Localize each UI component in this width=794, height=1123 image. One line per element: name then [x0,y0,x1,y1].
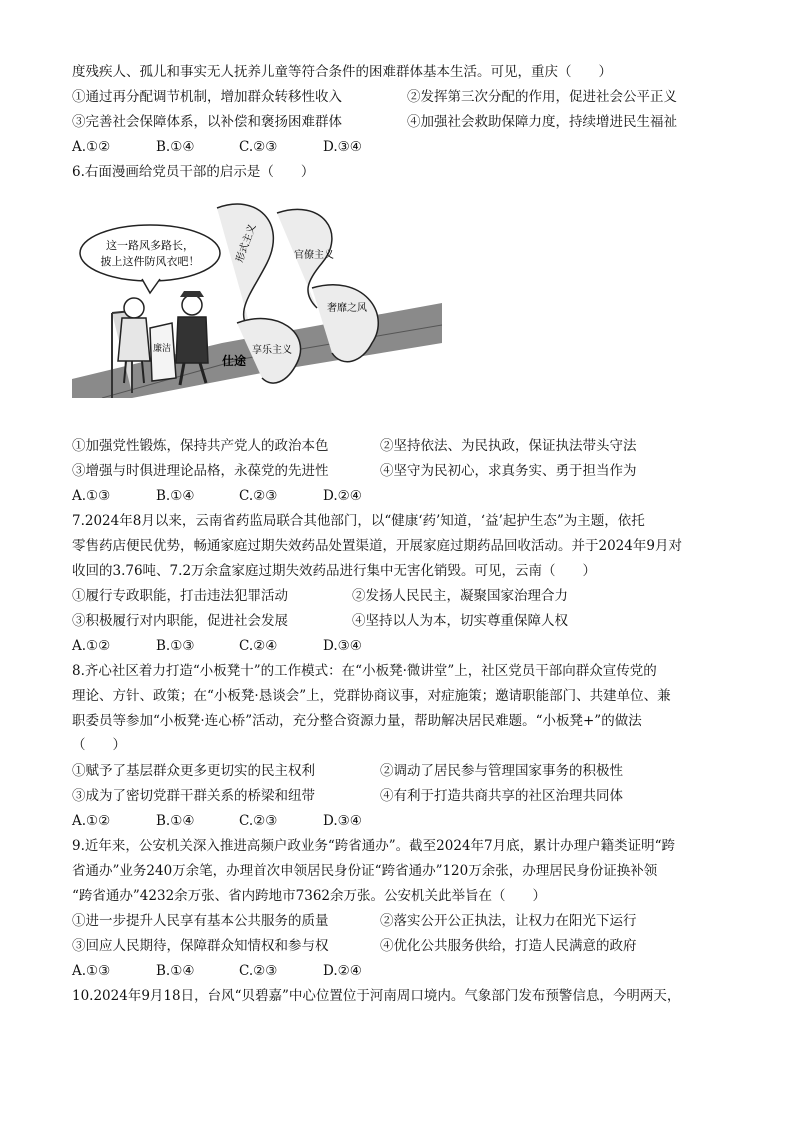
q5-stem-tail: 度残疾人、孤儿和事实无人抚养儿童等符合条件的困难群体基本生活。可见，重庆（ ） [72,64,612,80]
q6-choice-d: D.②④ [323,488,362,504]
q5-option-4: ④加强社会救助保障力度，持续增进民生福祉 [407,114,677,130]
q9-option-1: ①进一步提升人民享有基本公共服务的质量 [72,913,329,929]
q8-line-4: （ ） [72,737,126,753]
wind-label-hedonism: 享乐主义 [252,345,292,356]
q7-option-4: ④坚持以人为本，切实尊重保障人权 [352,613,568,629]
q10-line-1: 10.2024年9月18日，台风“贝碧嘉”中心位置位于河南周口境内。气象部门发布预警信息，今明两天， [72,988,681,1004]
q8-line-2: 理论、方针、政策；在“小板凳·恳谈会”上，党群协商议事，对症施策；邀请职能部门、共建单位、兼 [72,688,671,704]
q9-option-4: ④优化公共服务供给，打造人民满意的政府 [380,938,637,954]
q9-choice-c: C.②③ [239,963,278,979]
q7-option-1: ①履行专政职能，打击违法犯罪活动 [72,588,288,604]
wind-label-bureaucratism: 官僚主义 [294,250,334,261]
q7-choice-d: D.③④ [323,638,362,654]
q6-option-4: ④坚守为民初心，求真务实、勇于担当作为 [380,463,637,479]
q7-option-3: ③积极履行对内职能，促进社会发展 [72,613,288,629]
q9-choice-a: A.①③ [72,963,111,979]
q6-cartoon [72,193,442,398]
q9-line-3: “跨省通办”4232余万张、省内跨地市7362余万张。公安机关此举旨在（ ） [72,888,547,904]
q6-choice-a: A.①③ [72,488,111,504]
q7-choice-b: B.①③ [156,638,195,654]
q8-option-2: ②调动了居民参与管理国家事务的积极性 [380,763,623,779]
q7-choice-c: C.②④ [239,638,278,654]
q8-choice-a: A.①② [72,813,111,829]
wind-label-extravagance: 奢靡之风 [327,303,367,314]
q5-choice-d: D.③④ [323,139,362,155]
q9-choice-d: D.②④ [323,963,362,979]
q7-line-1: 7.2024年8月以来，云南省药监局联合其他部门，以“健康‘药’知道，‘益’起护生态”为主题，依托 [72,513,645,529]
q8-option-3: ③成为了密切党群干群关系的桥梁和纽带 [72,788,315,804]
speech-bubble [80,225,220,281]
q5-choice-c: C.②③ [239,139,278,155]
q5-option-1: ①通过再分配调节机制，增加群众转移性收入 [72,89,342,105]
q7-line-3: 收回的3.76吨、7.2万余盒家庭过期失效药品进行集中无害化销毁。可见，云南（ ） [72,563,597,579]
q5-choice-a: A.①② [72,139,111,155]
speech-line-1: 这一路风多路长， [106,239,194,252]
q6-choice-c: C.②③ [239,488,278,504]
q7-option-2: ②发扬人民民主，凝聚国家治理合力 [352,588,568,604]
q9-option-3: ③回应人民期待，保障群众知情权和参与权 [72,938,329,954]
q8-choice-b: B.①④ [156,813,195,829]
q8-line-1: 8.齐心社区着力打造“小板凳十”的工作模式：在“小板凳·微讲堂”上，社区党员干部向群众宣传党的 [72,663,657,679]
q5-choice-b: B.①④ [156,139,195,155]
q8-choice-c: C.②③ [239,813,278,829]
q6-option-1: ①加强党性锻炼，保持共产党人的政治本色 [72,438,329,454]
q5-option-2: ②发挥第三次分配的作用，促进社会公平正义 [407,89,677,105]
speech-line-2: 披上这件防风衣吧！ [100,255,200,268]
q8-line-3: 职委员等参加“小板凳·连心桥”活动，充分整合资源力量，帮助解决居民难题。“小板凳+”的做法 [72,713,642,729]
speech-bubble-tail [142,279,160,293]
q9-line-1: 9.近年来，公安机关深入推进高频户政业务“跨省通办”。截至2024年7月底，累计办理户籍类证明“跨 [72,838,676,854]
q6-choice-b: B.①④ [156,488,195,504]
q9-choice-b: B.①④ [156,963,195,979]
road-label: 仕途 [222,354,247,368]
q9-option-2: ②落实公开公正执法，让权力在阳光下运行 [380,913,637,929]
q6-option-2: ②坚持依法、为民执政，保证执法带头守法 [380,438,637,454]
q9-line-2: 省通办”业务240万余笔，办理首次申领居民身份证“跨省通办”120万余张，办理居民身份证换补领 [72,863,658,879]
q6-stem: 6.右面漫画给党员干部的启示是（ ） [72,164,315,180]
q6-option-3: ③增强与时俱进理论品格，永葆党的先进性 [72,463,329,479]
wind-label-formalism: 形式主义 [234,222,259,265]
q7-choice-a: A.①② [72,638,111,654]
q7-line-2: 零售药店便民优势，畅通家庭过期失效药品处置渠道，开展家庭过期药品回收活动。并于2024年9月对 [72,538,682,554]
q8-option-4: ④有利于打造共商共享的社区治理共同体 [380,788,623,804]
q5-option-3: ③完善社会保障体系，以补偿和褒扬困难群体 [72,114,342,130]
coat-label: 廉洁 [152,344,172,354]
q8-choice-d: D.③④ [323,813,362,829]
q8-option-1: ①赋予了基层群众更多更切实的民主权利 [72,763,315,779]
integrity-coat [150,323,176,381]
